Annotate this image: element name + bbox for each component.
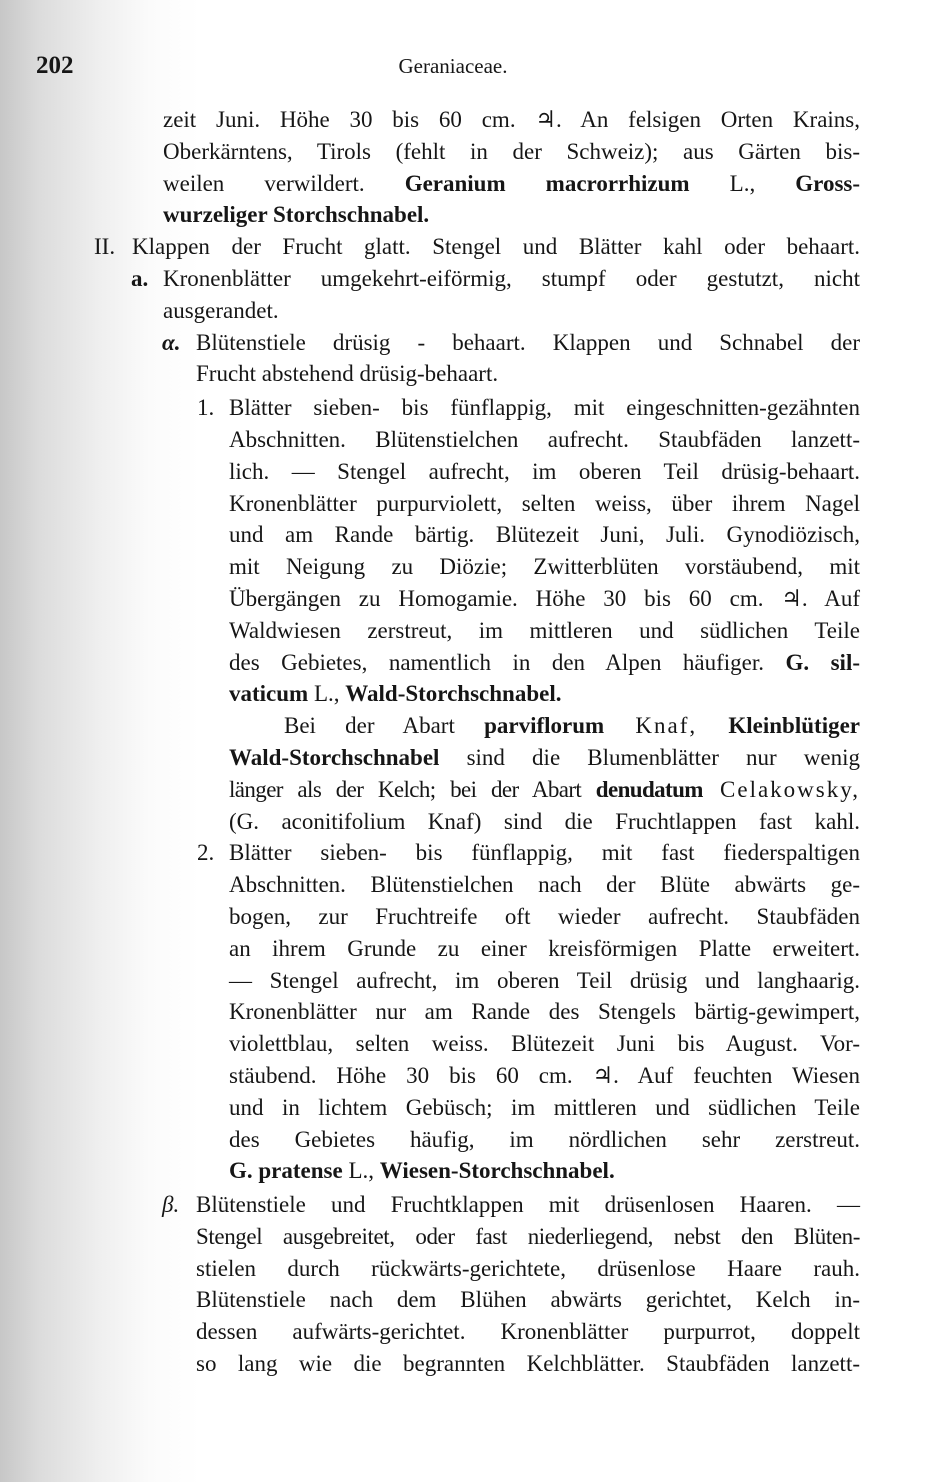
section-text (163, 263, 860, 327)
species-name: G. sil- (785, 649, 860, 675)
common-name: wurzeliger Storchschnabel. (163, 202, 430, 228)
text-line: Klappen der Frucht glatt. Stengel und Blätter kahl oder behaart. (132, 234, 860, 260)
species-name: G. pratense (229, 1158, 343, 1184)
text-line: des Gebietes häufig, im nördlichen sehr zerstreut. (229, 1126, 860, 1152)
section-text (118, 231, 860, 263)
variety-note (229, 710, 860, 837)
text-line (229, 647, 860, 679)
common-name: Kleinblütiger (728, 713, 861, 739)
text-line: violettblau, selten weiss. Blütezeit Juni bis August. Vor- (229, 1031, 860, 1057)
text-line: an ihrem Grunde zu einer kreisförmigen Platte erweitert. (229, 935, 860, 961)
text-line: lich. — Stengel aufrecht, im oberen Teil drüsig-behaart. (229, 458, 860, 484)
section-marker: α. (162, 329, 181, 355)
section-text (196, 1189, 860, 1380)
text-run: L., (342, 1158, 380, 1184)
text-line: Blütenstiele und Fruchtklappen mit drüsenlosen Haaren. — (196, 1192, 860, 1218)
text-line: stielen durch rückwärts-gerichtete, drüsenlose Haare rauh. (196, 1255, 860, 1281)
section-alpha (162, 327, 860, 391)
item-1 (197, 392, 861, 837)
text-run: des Gebietes, namentlich in den Alpen häufiger. (229, 649, 786, 675)
text-line: Stengel ausgebreitet, oder fast niederliegend, nebst den Blüten- (196, 1223, 860, 1249)
text-line: Übergängen zu Homogamie. Höhe 30 bis 60 cm. ♃. Auf (229, 585, 860, 611)
species-name: Geranium macrorrhizum (404, 170, 690, 196)
text-run: L., (308, 681, 346, 707)
text-line: Frucht abstehend drüsig-behaart. (196, 361, 499, 387)
author-name: Knaf, (604, 713, 729, 739)
text-line: Kronenblätter umgekehrt-eiförmig, stumpf oder gestutzt, nicht (163, 265, 860, 291)
text-line (163, 168, 860, 200)
text-line: Waldwiesen zerstreut, im mittleren und südlichen Teile (229, 617, 860, 643)
variety-name: denudatum (595, 776, 703, 802)
section-marker: II. (94, 234, 116, 260)
section-text (196, 327, 860, 391)
section-a (131, 263, 860, 327)
text-line (229, 710, 860, 742)
running-title: Geraniaceae. (398, 54, 508, 78)
text-line: Blätter sieben- bis fünflappig, mit fast fiederspaltigen (229, 840, 860, 866)
item-marker: 1. (197, 395, 215, 421)
section-marker: a. (131, 265, 149, 291)
text-line (229, 678, 860, 710)
text-run: L., (689, 170, 796, 196)
text-line: und in lichtem Gebüsch; im mittleren und südlichen Teile (229, 1094, 860, 1120)
section-marker: β. (162, 1192, 180, 1218)
text-run: weilen verwildert. (163, 170, 405, 196)
author-name: Celakowsky, (702, 776, 860, 802)
text-line (229, 1155, 860, 1187)
text-line: Blütenstiele nach dem Blühen abwärts gerichtet, Kelch in- (196, 1287, 860, 1313)
text-line: mit Neigung zu Diözie; Zwitterblüten vorstäubend, mit (229, 554, 860, 580)
text-line: Blütenstiele drüsig - behaart. Klappen und Schnabel der (196, 329, 860, 355)
text-line: Kronenblätter purpurviolett, selten weiss, über ihrem Nagel (229, 490, 860, 516)
text-line: Blätter sieben- bis fünflappig, mit eingeschnitten-gezähnten (229, 395, 860, 421)
item-marker: 2. (197, 840, 215, 866)
text-line: Kronenblätter nur am Rande des Stengels bärtig-gewimpert, (229, 999, 860, 1025)
text-line: dessen aufwärts-gerichtet. Kronenblätter purpurrot, doppelt (196, 1319, 860, 1345)
common-name: Wald-Storchschnabel (229, 744, 440, 770)
body-text (0, 104, 930, 1380)
text-run: sind die Blumenblätter nur wenig (439, 744, 860, 770)
text-line: bogen, zur Fruchtreife oft wieder aufrecht. Staubfäden (229, 903, 860, 929)
section-II (94, 231, 860, 263)
text-run: Bei der Abart (284, 713, 485, 739)
text-line: ausgerandet. (163, 297, 279, 323)
common-name: Wald-Storchschnabel. (345, 681, 562, 707)
text-line: Abschnitten. Blütenstielchen nach der Blüte abwärts ge- (229, 872, 860, 898)
item-2 (197, 837, 860, 1187)
text-line: und am Rande bärtig. Blütezeit Juni, Juli. Gynodiözisch, (229, 522, 860, 548)
text-line: — Stengel aufrecht, im oberen Teil drüsig und langhaarig. (229, 967, 860, 993)
text-line: stäubend. Höhe 30 bis 60 cm. ♃. Auf feuchten Wiesen (229, 1062, 860, 1088)
text-line: Oberkärntens, Tirols (fehlt in der Schweiz); aus Gärten bis- (163, 138, 860, 164)
text-line (229, 742, 860, 774)
page-header (36, 52, 870, 86)
item-text (229, 392, 860, 710)
common-name: Gross- (795, 170, 861, 196)
page-number: 202 (36, 52, 74, 79)
section-beta (162, 1189, 860, 1380)
item-text (229, 837, 860, 1187)
paragraph-continuation (163, 104, 860, 231)
common-name: Wiesen-Storchschnabel. (379, 1158, 615, 1184)
text-line: Abschnitten. Blütenstielchen aufrecht. Staubfäden lanzett- (229, 426, 860, 452)
text-line (229, 774, 860, 806)
text-run: länger als der Kelch; bei der Abart (229, 776, 596, 802)
text-line: (G. aconitifolium Knaf) sind die Fruchtlappen fast kahl. (229, 808, 860, 834)
species-name: vaticum (229, 681, 309, 707)
text-line: so lang wie die begrannten Kelchblätter. Staubfäden lanzett- (196, 1351, 860, 1377)
text-line: zeit Juni. Höhe 30 bis 60 cm. ♃. An felsigen Orten Krains, (163, 107, 860, 132)
variety-name: parviflorum (484, 713, 605, 739)
